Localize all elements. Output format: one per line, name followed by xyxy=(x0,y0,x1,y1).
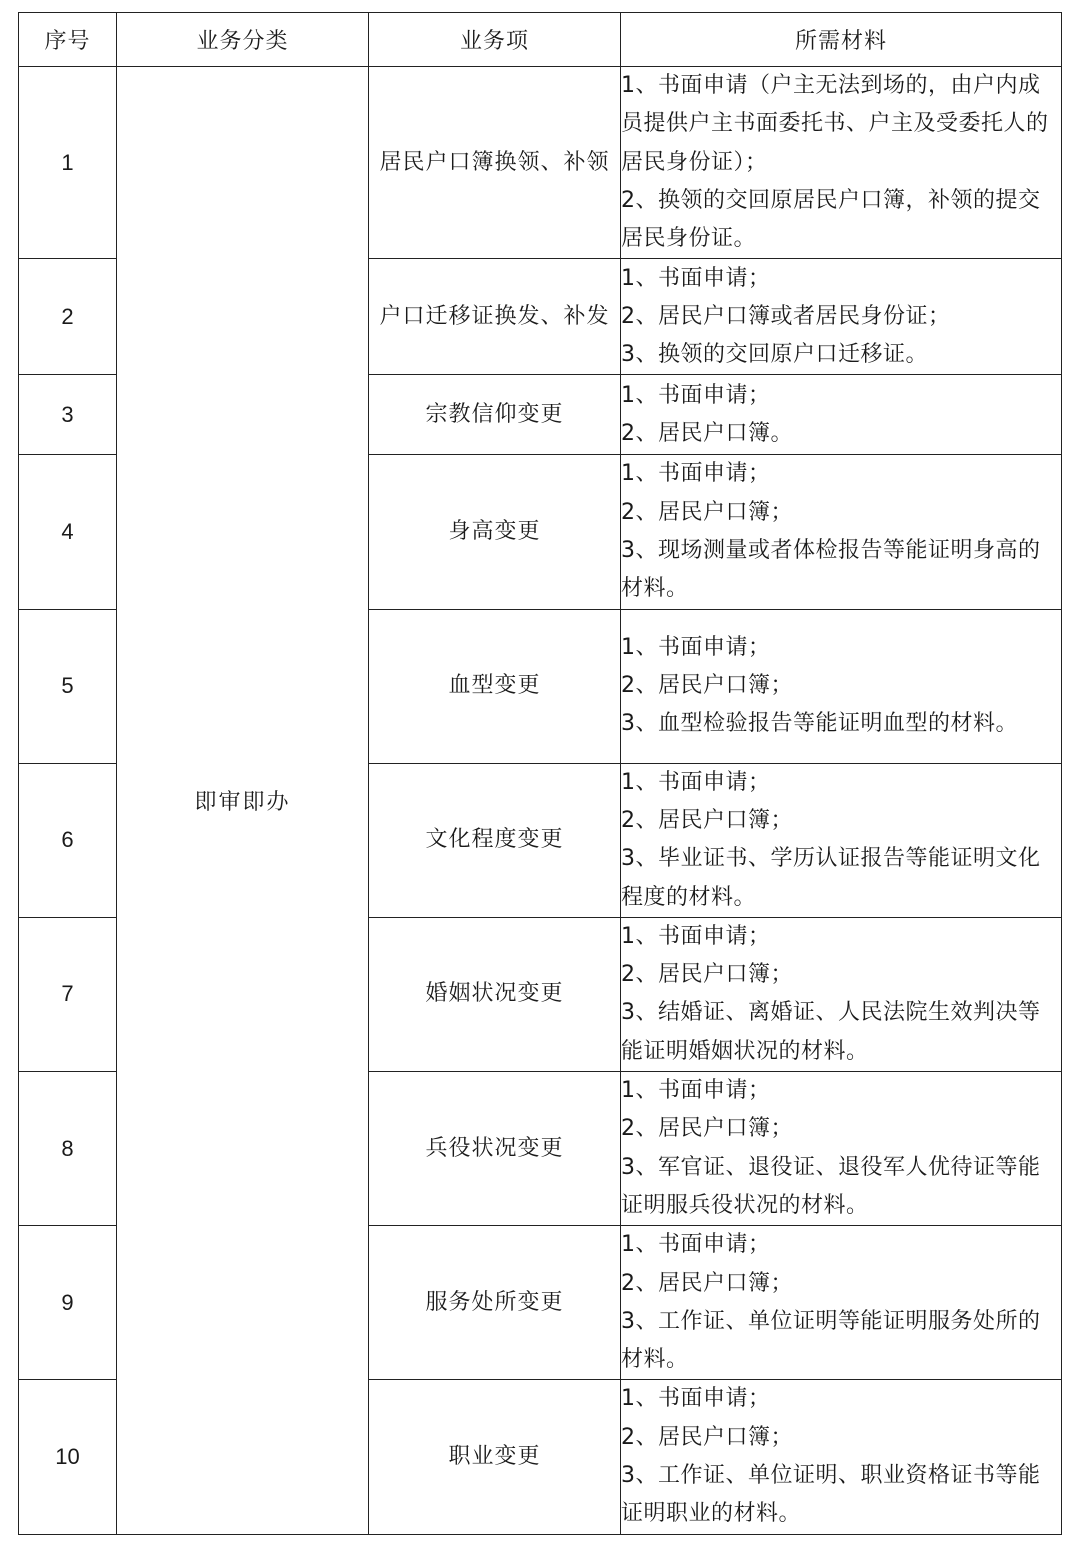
required-materials xyxy=(621,763,1062,917)
material-line: 3、军官证、退役证、退役军人优待证等能证明服兵役状况的材料。 xyxy=(621,1154,1041,1218)
material-line: 2、居民户口簿； xyxy=(621,673,793,699)
business-category: 即审即办 xyxy=(117,67,369,1535)
material-line: 2、居民户口簿； xyxy=(621,1116,793,1142)
required-materials xyxy=(621,67,1062,259)
required-materials xyxy=(621,1226,1062,1380)
material-line: 1、书面申请； xyxy=(621,1232,771,1258)
business-item: 宗教信仰变更 xyxy=(369,375,621,455)
business-item: 职业变更 xyxy=(369,1380,621,1534)
material-line: 2、居民户口簿； xyxy=(621,1270,793,1296)
header-item: 业务项 xyxy=(369,13,621,67)
material-line: 2、居民户口簿。 xyxy=(621,420,793,446)
required-materials xyxy=(621,1380,1062,1534)
row-number: 1 xyxy=(19,67,117,259)
row-number: 7 xyxy=(19,917,117,1071)
material-line: 2、居民户口簿或者居民身份证； xyxy=(621,303,951,329)
row-number: 2 xyxy=(19,259,117,375)
header-materials: 所需材料 xyxy=(621,13,1062,67)
business-item: 服务处所变更 xyxy=(369,1226,621,1380)
material-line: 2、居民户口簿； xyxy=(621,807,793,833)
material-line: 1、书面申请； xyxy=(621,461,771,487)
required-materials xyxy=(621,609,1062,763)
business-item: 血型变更 xyxy=(369,609,621,763)
material-line: 3、现场测量或者体检报告等能证明身高的材料。 xyxy=(621,538,1041,602)
material-line: 2、居民户口簿； xyxy=(621,499,793,525)
material-line: 1、书面申请； xyxy=(621,382,771,408)
business-item: 身高变更 xyxy=(369,455,621,609)
material-line: 3、换领的交回原户口迁移证。 xyxy=(621,342,928,368)
material-line: 1、书面申请； xyxy=(621,634,771,660)
material-line: 3、工作证、单位证明等能证明服务处所的材料。 xyxy=(621,1308,1041,1373)
material-line: 3、血型检验报告等能证明血型的材料。 xyxy=(621,711,1018,737)
material-line: 1、书面申请； xyxy=(621,769,771,795)
material-line: 1、书面申请； xyxy=(621,1078,771,1104)
business-item: 文化程度变更 xyxy=(369,763,621,917)
business-item: 户口迁移证换发、补发 xyxy=(369,259,621,375)
material-line: 1、书面申请； xyxy=(621,1386,771,1412)
material-line: 3、毕业证书、学历认证报告等能证明文化程度的材料。 xyxy=(621,846,1041,910)
required-materials xyxy=(621,1072,1062,1226)
material-line: 2、居民户口簿； xyxy=(621,962,793,988)
material-line: 2、换领的交回原居民户口簿，补领的提交居民身份证。 xyxy=(621,187,1041,252)
table-body xyxy=(19,67,1062,1535)
required-materials xyxy=(621,375,1062,455)
required-materials xyxy=(621,455,1062,609)
business-item: 居民户口簿换领、补领 xyxy=(369,67,621,259)
material-line: 1、书面申请； xyxy=(621,923,771,949)
document-page xyxy=(18,12,1062,1535)
materials-table xyxy=(18,12,1062,1535)
header-no: 序号 xyxy=(19,13,117,67)
material-line: 3、结婚证、离婚证、人民法院生效判决等能证明婚姻状况的材料。 xyxy=(621,1000,1041,1064)
required-materials xyxy=(621,259,1062,375)
row-number: 6 xyxy=(19,763,117,917)
material-line: 2、居民户口簿； xyxy=(621,1424,793,1450)
table-header-row xyxy=(19,13,1062,67)
material-line: 3、工作证、单位证明、职业资格证书等能证明职业的材料。 xyxy=(621,1463,1041,1527)
business-item: 兵役状况变更 xyxy=(369,1072,621,1226)
material-line: 1、书面申请； xyxy=(621,265,771,291)
row-number: 5 xyxy=(19,609,117,763)
row-number: 4 xyxy=(19,455,117,609)
table-row xyxy=(19,67,1062,259)
row-number: 10 xyxy=(19,1380,117,1534)
material-line: 1、书面申请（户主无法到场的，由户内成员提供户主书面委托书、户主及受委托人的居民身份证）； xyxy=(621,73,1049,175)
required-materials xyxy=(621,917,1062,1071)
row-number: 8 xyxy=(19,1072,117,1226)
business-item: 婚姻状况变更 xyxy=(369,917,621,1071)
row-number: 9 xyxy=(19,1226,117,1380)
row-number: 3 xyxy=(19,375,117,455)
header-category: 业务分类 xyxy=(117,13,369,67)
